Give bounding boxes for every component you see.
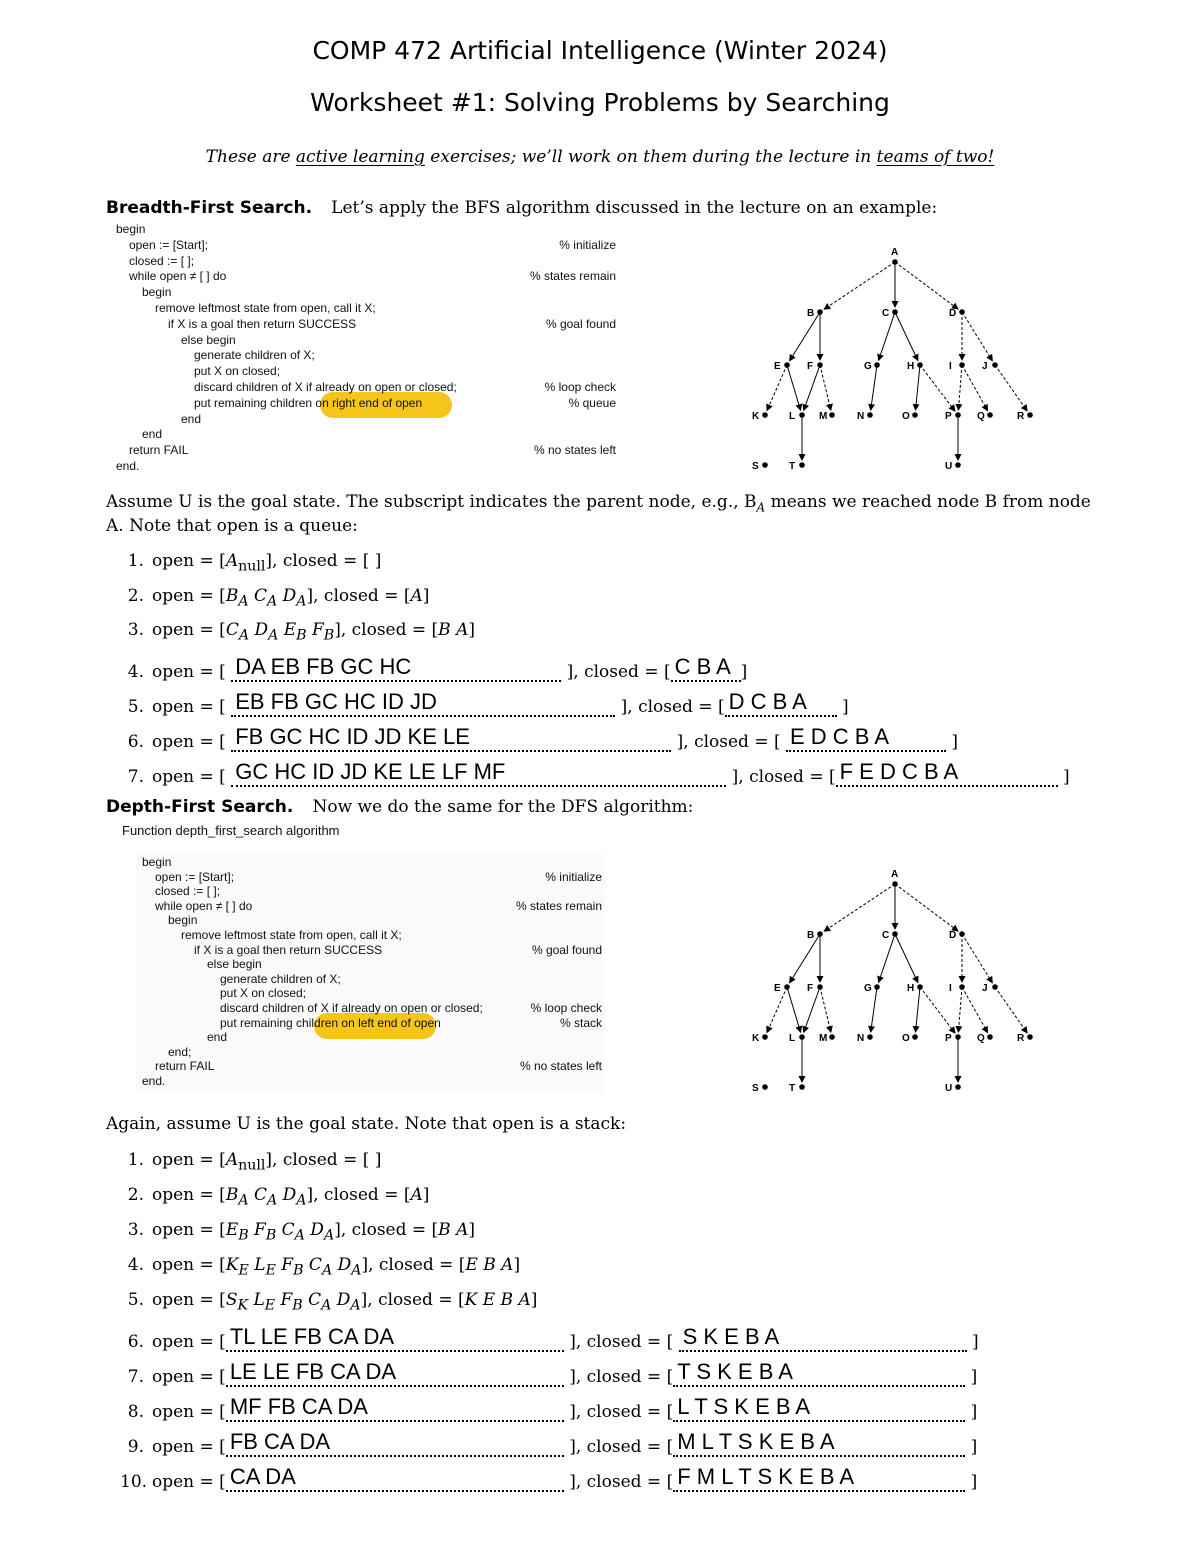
tree-edge <box>790 934 820 983</box>
dfs-intro: Now we do the same for the DFS algorithm: <box>312 797 694 817</box>
tree-node-label: E <box>774 983 781 994</box>
code-comment: % stack <box>559 1015 602 1030</box>
tree-node <box>955 412 961 418</box>
tree-node <box>892 309 898 315</box>
tree-node-label: M <box>819 411 828 422</box>
closed-field[interactable]: D C B A <box>725 689 837 717</box>
tree-edge <box>915 987 920 1032</box>
code-comment: % goal found <box>545 316 616 331</box>
code-comment: % initialize <box>545 869 602 884</box>
tree-node-label: I <box>949 361 952 372</box>
tree-edge <box>962 312 992 361</box>
open-field[interactable]: TL LE FB CA DA <box>226 1324 564 1352</box>
tree-node <box>892 881 898 887</box>
note-part: teams of two! <box>876 147 995 167</box>
tree-edge <box>895 934 918 982</box>
tree-node-label: E <box>774 361 781 372</box>
tree-node-label: G <box>864 361 872 372</box>
dfs-step-2: 2. open = [$B_A$ $C_A$ $D_A$], closed = [A] <box>127 1185 430 1209</box>
tree-node-label: A <box>891 869 899 880</box>
tree-node <box>817 309 823 315</box>
tree-edge <box>879 312 895 360</box>
tree-node <box>867 1034 873 1040</box>
tree-node-label: R <box>1017 411 1025 422</box>
code-line <box>116 443 616 459</box>
code-line <box>142 972 602 987</box>
code-comment: % no states left <box>533 443 616 458</box>
assume-text: Assume U is the goal state. The subscript indicates the parent node, e.g., B <box>106 492 757 512</box>
tree-node-label: M <box>819 1033 828 1044</box>
tree-node <box>912 412 918 418</box>
dfs-answer-9: 9. open = [ FB CA DA ], closed = [ M L T S K E B A ] <box>127 1429 978 1457</box>
tree-node-label: H <box>907 983 915 994</box>
code-line <box>142 855 602 870</box>
tree-node <box>892 259 898 265</box>
tree-node <box>892 931 898 937</box>
tree-node <box>955 1034 961 1040</box>
bfs-pseudocode <box>116 222 616 475</box>
tree-node-label: K <box>752 1033 760 1044</box>
tree-node-label: U <box>945 1083 953 1094</box>
tree-node <box>762 1084 768 1090</box>
code-text: begin <box>116 222 146 236</box>
code-line <box>142 1030 602 1045</box>
code-line <box>116 348 616 364</box>
bfs-answer-4: 4. open = [ DA EB FB GC HC ], closed = [ C B A ] <box>127 654 748 682</box>
assume-sub: A <box>756 500 766 515</box>
tree-node <box>867 412 873 418</box>
code-text: discard children of X if already on open or closed; <box>220 1000 483 1015</box>
tree-node-label: F <box>807 361 814 372</box>
closed-field[interactable]: S K E B A <box>679 1324 967 1352</box>
code-line <box>142 1059 602 1074</box>
code-text: begin <box>168 913 198 928</box>
tree-node-label: B <box>807 308 815 319</box>
code-comment: % loop check <box>544 379 616 394</box>
dfs-answer-8: 8. open = [ MF FB CA DA ], closed = [ L T S K E B A ] <box>127 1394 978 1422</box>
dfs-search-tree <box>740 862 1060 1102</box>
tree-node <box>917 362 923 368</box>
tree-edge <box>820 987 831 1032</box>
code-text: end. <box>116 458 140 473</box>
tree-node-label: D <box>949 930 957 941</box>
code-text: while open ≠ [ ] do <box>129 269 227 284</box>
closed-field[interactable]: L T S K E B A <box>673 1394 965 1422</box>
tree-node <box>955 462 961 468</box>
code-comment: % goal found <box>531 942 602 957</box>
tree-node <box>987 1034 993 1040</box>
tree-edge <box>958 365 962 410</box>
code-text: put X on closed; <box>220 986 307 1001</box>
tree-node <box>992 362 998 368</box>
code-line <box>142 899 602 914</box>
tree-node <box>992 984 998 990</box>
bfs-step-3: 3. open = [$C_A$ $D_A$ $E_B$ $F_B$], closed = [B A] <box>127 620 475 644</box>
code-line <box>116 364 616 380</box>
open-field[interactable]: CA DA <box>226 1464 564 1492</box>
tree-node-label: D <box>949 308 957 319</box>
code-line <box>142 928 602 943</box>
code-comment: % initialize <box>559 237 616 252</box>
bfs-answer-7: 7. open = [ GC HC ID JD KE LE LF MF ], closed = [ F E D C B A ] <box>127 759 1070 787</box>
tree-node-label: R <box>1017 1033 1025 1044</box>
bfs-heading: Breadth-First Search. <box>106 198 313 218</box>
open-field[interactable]: FB CA DA <box>226 1429 564 1457</box>
tree-node-label: G <box>864 983 872 994</box>
tree-node-label: L <box>789 411 796 422</box>
code-line <box>142 913 602 928</box>
tree-node-label: O <box>902 411 910 422</box>
tree-node <box>959 309 965 315</box>
bfs-answer-6: 6. open = [ FB GC HC ID JD KE LE ], closed = [ E D C B A ] <box>127 724 959 752</box>
code-text: open := [Start]; <box>155 869 235 884</box>
code-text: else begin <box>207 957 262 972</box>
tree-node-label: S <box>752 1083 759 1094</box>
tree-node <box>817 362 823 368</box>
code-text: end <box>181 411 202 426</box>
code-comment: % loop check <box>530 1000 602 1015</box>
code-text: remove leftmost state from open, call it X; <box>181 927 402 942</box>
code-text: begin <box>142 855 172 869</box>
code-line <box>116 222 616 238</box>
code-text: closed := [ ]; <box>155 884 221 899</box>
closed-field[interactable]: F M L T S K E B A <box>673 1464 965 1492</box>
code-text: open := [Start]; <box>129 237 209 252</box>
bfs-intro: Let’s apply the BFS algorithm discussed in the lecture on an example: <box>331 198 938 218</box>
tree-node <box>762 1034 768 1040</box>
code-line <box>142 986 602 1001</box>
code-line <box>116 380 616 396</box>
bfs-answer-5: 5. open = [ EB FB GC HC ID JD ], closed = [ D C B A ] <box>127 689 849 717</box>
tree-node <box>784 362 790 368</box>
code-line <box>116 427 616 443</box>
tree-edge <box>790 312 820 361</box>
code-text: put remaining children on left end of open <box>220 1015 441 1030</box>
tree-node <box>874 984 880 990</box>
code-text: generate children of X; <box>220 971 341 986</box>
tree-node-label: J <box>982 983 988 994</box>
code-line <box>142 957 602 972</box>
tree-node <box>959 931 965 937</box>
dfs-answer-6: 6. open = [ TL LE FB CA DA ], closed = [ S K E B A ] <box>127 1324 979 1352</box>
tree-node <box>987 412 993 418</box>
dfs-step-4: 4. open = [$K_E$ $L_E$ $F_B$ $C_A$ $D_A$], closed = [E B A] <box>127 1255 521 1279</box>
code-line <box>142 884 602 899</box>
closed-field[interactable]: C B A <box>671 654 741 682</box>
note-part: active learning <box>295 147 425 167</box>
bfs-assumption <box>106 492 1091 514</box>
tree-node <box>762 412 768 418</box>
tree-node <box>1027 412 1033 418</box>
bfs-step-1: 1. open = $[A_{null}]$, closed = [ ] <box>127 551 382 575</box>
code-line <box>116 412 616 428</box>
tree-node <box>912 1034 918 1040</box>
bfs-queue-note: A. Note that open is a queue: <box>106 516 358 536</box>
tree-node-label: L <box>789 1033 796 1044</box>
code-line <box>116 333 616 349</box>
tree-edge <box>895 262 958 309</box>
tree-edge <box>995 987 1027 1033</box>
tree-node <box>817 984 823 990</box>
code-text: closed := [ ]; <box>129 253 195 268</box>
open-field[interactable]: GC HC ID JD KE LE LF MF <box>231 759 726 787</box>
code-text: begin <box>142 285 172 300</box>
tree-edge <box>824 262 895 309</box>
code-line <box>116 459 616 475</box>
tree-node <box>799 1034 805 1040</box>
worksheet-subtitle: Worksheet #1: Solving Problems by Searching <box>310 88 890 117</box>
code-text: return FAIL <box>155 1059 215 1074</box>
closed-field[interactable]: M L T S K E B A <box>673 1429 965 1457</box>
closed-field[interactable]: F E D C B A <box>836 759 1058 787</box>
open-field[interactable]: DA EB FB GC HC <box>231 654 561 682</box>
code-line <box>116 254 616 270</box>
code-comment: % states remain <box>515 898 602 913</box>
tree-node-label: B <box>807 930 815 941</box>
open-field[interactable]: MF FB CA DA <box>226 1394 564 1422</box>
open-field[interactable]: FB GC HC ID JD KE LE <box>231 724 671 752</box>
open-field[interactable]: EB FB GC HC ID JD <box>231 689 615 717</box>
code-text: discard children of X if already on open or closed; <box>194 379 457 394</box>
dfs-function-caption: Function depth_first_search algorithm <box>122 823 340 838</box>
tree-edge <box>787 987 801 1032</box>
tree-node <box>959 984 965 990</box>
dfs-pseudocode <box>142 855 602 1089</box>
bfs-search-tree <box>740 240 1060 480</box>
note-part: exercises; we’ll work on them during the lecture in <box>424 147 877 167</box>
dfs-answer-10: 10. open = [ CA DA ], closed = [ F M L T S K E B A ] <box>120 1464 978 1492</box>
code-line <box>116 238 616 254</box>
tree-edge <box>962 934 992 983</box>
open-field[interactable]: LE LE FB CA DA <box>226 1359 564 1387</box>
code-text: put remaining children on right end of open <box>194 395 423 410</box>
tree-node <box>874 362 880 368</box>
bfs-step-2: 2. open = [$B_A$ $C_A$ $D_A$], closed = [A] <box>127 586 430 610</box>
code-text: end. <box>142 1073 166 1088</box>
code-line <box>142 1001 602 1016</box>
tree-node-label: T <box>789 1083 796 1094</box>
tree-node-label: S <box>752 461 759 472</box>
code-text: else begin <box>181 332 236 347</box>
tree-node-label: U <box>945 461 953 472</box>
tree-node-label: J <box>982 361 988 372</box>
code-text: if X is a goal then return SUCCESS <box>194 942 383 957</box>
tree-node-label: C <box>882 308 890 319</box>
tree-node <box>762 462 768 468</box>
tree-node <box>955 1084 961 1090</box>
tree-edge <box>915 365 920 410</box>
code-comment: % no states left <box>519 1059 602 1074</box>
code-line <box>116 396 616 412</box>
tree-node <box>799 412 805 418</box>
teams-note <box>0 147 1200 167</box>
dfs-step-5: 5. open = [$S_K$ $L_E$ $F_B$ $C_A$ $D_A$], closed = [K E B A] <box>127 1290 538 1314</box>
tree-node-label: F <box>807 983 814 994</box>
tree-node-label: P <box>945 1033 952 1044</box>
tree-node <box>784 984 790 990</box>
tree-edge <box>787 365 801 410</box>
dfs-heading-line <box>106 797 693 817</box>
code-text: put X on closed; <box>194 364 281 379</box>
tree-node-label: K <box>752 411 760 422</box>
tree-node-label: T <box>789 461 796 472</box>
tree-node-label: C <box>882 930 890 941</box>
tree-node <box>959 362 965 368</box>
dfs-assumption: Again, assume U is the goal state. Note that open is a stack: <box>106 1114 627 1134</box>
code-line <box>142 943 602 958</box>
tree-node-label: H <box>907 361 915 372</box>
tree-node-label: N <box>857 411 865 422</box>
code-line <box>142 870 602 885</box>
code-line <box>116 285 616 301</box>
tree-edge <box>958 987 962 1032</box>
code-line <box>142 1016 602 1031</box>
closed-field[interactable]: T S K E B A <box>673 1359 965 1387</box>
tree-node <box>1027 1034 1033 1040</box>
tree-node-label: Q <box>977 411 985 422</box>
code-line <box>142 1045 602 1060</box>
code-comment: % queue <box>568 395 616 410</box>
tree-node <box>917 984 923 990</box>
page-title: COMP 472 Artificial Intelligence (Winter 2024) <box>312 36 888 65</box>
tree-node-label: A <box>891 247 899 258</box>
closed-field[interactable]: E D C B A <box>786 724 946 752</box>
dfs-step-3: 3. open = [$E_B$ $F_B$ $C_A$ $D_A$], closed = [B A] <box>127 1220 475 1244</box>
code-comment: % states remain <box>529 269 616 284</box>
tree-node <box>799 1084 805 1090</box>
code-text: while open ≠ [ ] do <box>155 898 253 913</box>
tree-node-label: I <box>949 983 952 994</box>
code-text: end <box>207 1030 228 1045</box>
tree-node <box>817 931 823 937</box>
code-line <box>116 269 616 285</box>
tree-node <box>829 412 835 418</box>
code-text: return FAIL <box>129 443 189 458</box>
tree-edge <box>824 884 895 931</box>
tree-edge <box>895 312 918 360</box>
dfs-heading: Depth-First Search. <box>106 797 294 817</box>
bfs-heading-line <box>106 198 937 218</box>
tree-node-label: P <box>945 411 952 422</box>
code-text: end; <box>168 1044 192 1059</box>
code-text: end <box>142 427 163 442</box>
code-line <box>142 1074 602 1089</box>
dfs-step-1: 1. open = $[A_{null}]$, closed = [ ] <box>127 1150 382 1174</box>
tree-edge <box>995 365 1027 411</box>
tree-node-label: O <box>902 1033 910 1044</box>
tree-edge <box>895 884 958 931</box>
tree-node <box>829 1034 835 1040</box>
note-part: These are <box>205 147 296 167</box>
tree-node-label: N <box>857 1033 865 1044</box>
tree-node-label: Q <box>977 1033 985 1044</box>
dfs-answer-7: 7. open = [ LE LE FB CA DA ], closed = [ T S K E B A ] <box>127 1359 978 1387</box>
tree-edge <box>879 934 895 982</box>
code-text: if X is a goal then return SUCCESS <box>168 316 357 331</box>
tree-node <box>799 462 805 468</box>
tree-edge <box>820 365 831 410</box>
code-text: generate children of X; <box>194 348 315 363</box>
code-line <box>116 301 616 317</box>
code-line <box>116 317 616 333</box>
assume-text: means we reached node B from node <box>765 492 1091 512</box>
code-text: remove leftmost state from open, call it X; <box>155 300 376 315</box>
